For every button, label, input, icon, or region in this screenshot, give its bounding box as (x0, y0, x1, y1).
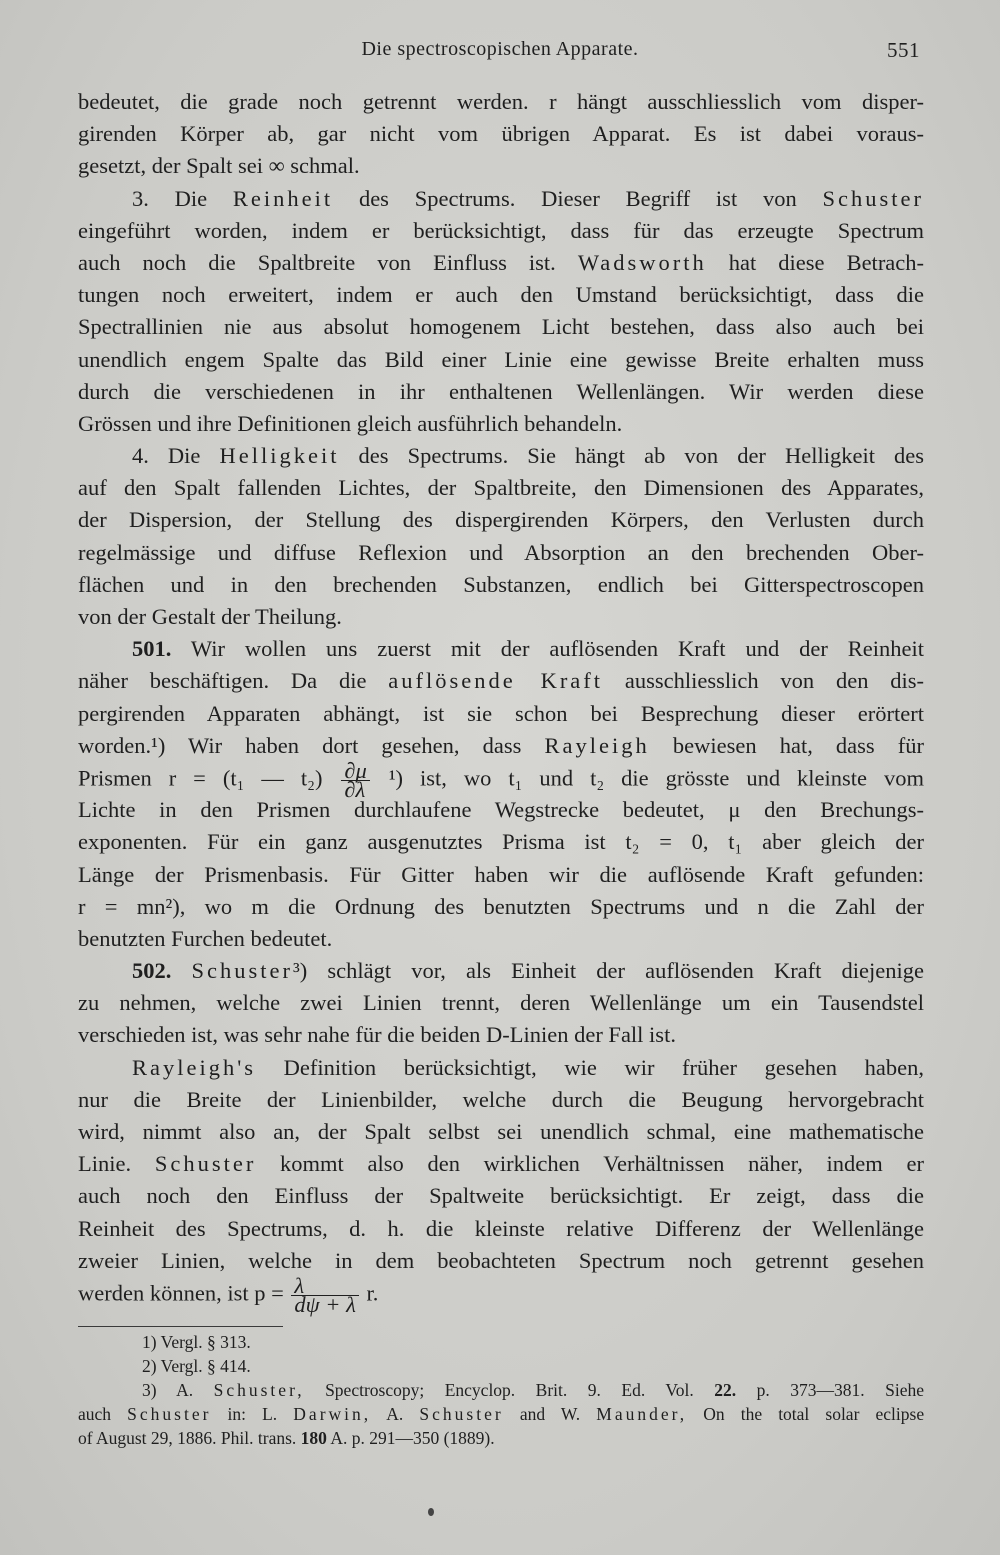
fraction-numerator: ∂μ (341, 762, 369, 781)
footnote-rule (78, 1326, 283, 1327)
text-span: p. 373—381. Siehe (756, 1380, 925, 1400)
text-line: Grössen und ihre Definitionen gleich ausführlich behandeln. (78, 410, 623, 436)
formula-line (78, 757, 925, 802)
text-span: Definition berücksichtigt, wie wir früher gesehen haben, (283, 1054, 924, 1080)
author-name: Schuster, (213, 1380, 305, 1400)
fraction-denominator: ∂λ (344, 776, 366, 802)
footnote: 1) Vergl. § 313. (142, 1332, 251, 1352)
text-line: verschieden ist, was sehr nahe für die beiden D-Linien der Fall ist. (78, 1022, 676, 1048)
author-name: Schuster (822, 185, 925, 211)
text-span: r. (366, 1280, 379, 1306)
volume-number: 22. (714, 1380, 737, 1400)
term-reinheit: Reinheit (232, 185, 334, 211)
author-name: Schuster (191, 958, 293, 984)
text-line: regelmässige und diffuse Reflexion und Absorption an den brechenden Ober- (78, 539, 924, 565)
text-line: Länge der Prismenbasis. Für Gitter haben wir die auflösende Kraft gefunden: (78, 861, 924, 887)
running-title: Die spectroscopischen Apparate. (361, 38, 639, 60)
text-line: unendlich engem Spalte das Bild einer Linie eine gewisse Breite erhalten muss (78, 346, 924, 372)
text-span: 3. Die (132, 185, 208, 211)
text-line: Spectrallinien nie aus absolut homogenem Licht bestehen, dass also auch bei (78, 314, 924, 340)
text-line: girenden Körper ab, gar nicht vom übrigen Apparat. Es ist dabei voraus- (78, 121, 924, 147)
text-span: in: L. (227, 1404, 278, 1424)
text-line: auf den Spalt fallenden Lichtes, der Spaltbreite, den Dimensionen des Apparates, (78, 475, 924, 501)
footnotes (78, 1330, 924, 1450)
text-span: worden.¹) Wir haben dort gesehen, dass (78, 732, 522, 758)
text-span: kommt also den wirklichen Verhältnissen näher, indem er (280, 1151, 924, 1177)
text-line: nur die Breite der Linienbilder, welche durch die Beugung hervorgebracht (78, 1086, 924, 1112)
footnote (78, 1378, 924, 1402)
author-name: Schuster (419, 1404, 504, 1424)
text-span: ³) schlägt vor, als Einheit der auflösenden Kraft diejenige (293, 958, 924, 984)
text-span: Linie. (78, 1151, 132, 1177)
text-line: wird, nimmt also an, der Spalt selbst sei unendlich schmal, eine mathematische (78, 1119, 924, 1144)
volume-number: 180 (300, 1428, 327, 1448)
text-line: eingeführt worden, indem er berücksichtigt, dass für das erzeugte Spectrum (78, 217, 924, 243)
text-span: auch (78, 1404, 112, 1424)
text-line: Reinheit des Spectrums, d. h. die kleinste relative Differenz der Wellenlänge (78, 1215, 924, 1241)
author-name: Rayleigh (544, 732, 650, 758)
text-line (78, 1148, 924, 1180)
text-span: Spectroscopy; Encyclop. Brit. 9. Ed. Vol. (325, 1380, 694, 1400)
term-helligkeit: Helligkeit (219, 443, 340, 469)
text-span: ausschliesslich von den dis- (624, 668, 925, 694)
author-name: Wadsworth (577, 249, 707, 275)
text-span: A. (386, 1404, 404, 1424)
text-span: näher beschäftigen. Da die (78, 668, 367, 694)
fraction-numerator: λ (291, 1277, 358, 1296)
text-line: durch die verschiedenen in ihr enthaltenen Wellenlängen. Wir werden diese (78, 378, 924, 404)
text-span: of August 29, 1886. Phil. trans. (78, 1428, 297, 1448)
fraction-denominator: dψ + λ (294, 1291, 356, 1317)
text-line (78, 1052, 924, 1084)
text-line: auch noch den Einfluss der Spaltweite berücksichtigt. Er zeigt, dass die (78, 1183, 924, 1209)
text-span: des Spectrums. Sie hängt ab von der Helligkeit des (358, 443, 925, 469)
text-span: and W. (519, 1404, 581, 1424)
paragraph-501-line (78, 633, 924, 665)
text-span: ¹) ist, wo t₁ und t₂ die grösste und kleinste vom (388, 765, 925, 791)
body-text (78, 86, 925, 1317)
text-span: hat diese Betrach- (728, 249, 925, 275)
text-line: Lichte in den Prismen durchlaufene Wegstrecke bedeutet, μ den Brechungs- (78, 797, 924, 823)
text-line: flächen und in den brechenden Substanzen, endlich bei Gitterspectroscopen (78, 571, 924, 597)
text-line: benutzten Furchen bedeutet. (78, 925, 333, 951)
text-line: exponenten. Für ein ganz ausgenutztes Prisma ist t₂ = 0, t₁ aber gleich der (78, 829, 924, 855)
text-line: der Dispersion, der Stellung des dispergirenden Körpers, den Verlusten durch (78, 507, 924, 533)
text-line: zweier Linien, welche in dem beobachteten Spectrum noch getrennt gesehen (78, 1247, 924, 1273)
paragraph-number: 501. (132, 636, 172, 662)
paragraph-502-line (78, 955, 924, 987)
formula-line (78, 1272, 924, 1317)
text-line: tungen noch erweitert, indem er auch den Umstand berücksichtigt, dass die (78, 282, 924, 308)
author-name: Maunder, (596, 1404, 688, 1424)
running-header (80, 38, 920, 68)
text-line (78, 247, 924, 279)
text-span: bewiesen hat, dass für (672, 732, 925, 758)
author-name: Schuster (154, 1151, 257, 1177)
text-span: 3) A. (142, 1380, 194, 1400)
text-span: werden können, ist p = (78, 1280, 284, 1306)
text-span: On the total solar eclipse (703, 1404, 925, 1424)
text-line (78, 730, 924, 762)
fraction (291, 1272, 358, 1317)
text-span: des Spectrums. Dieser Begriff ist von (358, 185, 797, 211)
footnote-continuation (78, 1426, 924, 1450)
text-span: 4. Die (132, 443, 201, 469)
page-number: 551 (887, 38, 920, 62)
section-3-line (78, 183, 924, 215)
author-name: Schuster (127, 1404, 212, 1424)
text-line (78, 665, 924, 697)
author-name: Darwin, (293, 1404, 372, 1424)
author-name: Rayleigh's (132, 1054, 257, 1080)
text-span: Wir wollen uns zuerst mit der auflösenden Kraft und der Reinheit (190, 636, 924, 662)
text-line: r = mn²), wo m die Ordnung des benutzten Spectrums und n die Zahl der (78, 893, 924, 919)
text-span: A. p. 291—350 (1889). (330, 1428, 495, 1448)
text-line: von der Gestalt der Theilung. (78, 604, 342, 629)
paragraph-number: 502. (132, 958, 172, 984)
text-span: Prismen r = (t₁ — t₂) (78, 765, 323, 791)
text-line: zu nehmen, welche zwei Linien trennt, deren Wellenlänge um ein Tausendstel (78, 990, 924, 1016)
text-line: pergirenden Apparaten abhängt, ist sie schon bei Besprechung dieser erörtert (78, 700, 924, 726)
term-aufloesende-kraft: auflösende Kraft (388, 668, 604, 694)
text-line: bedeutet, die grade noch getrennt werden. r hängt ausschliesslich vom disper- (78, 89, 924, 114)
footnote: 2) Vergl. § 414. (142, 1356, 251, 1376)
footnote-continuation (78, 1402, 924, 1426)
text-line: gesetzt, der Spalt sei ∞ schmal. (78, 153, 360, 179)
section-4-line (78, 440, 924, 472)
text-span: auch noch die Spaltbreite von Einfluss ist. (78, 249, 556, 275)
ink-speck (428, 1508, 434, 1516)
